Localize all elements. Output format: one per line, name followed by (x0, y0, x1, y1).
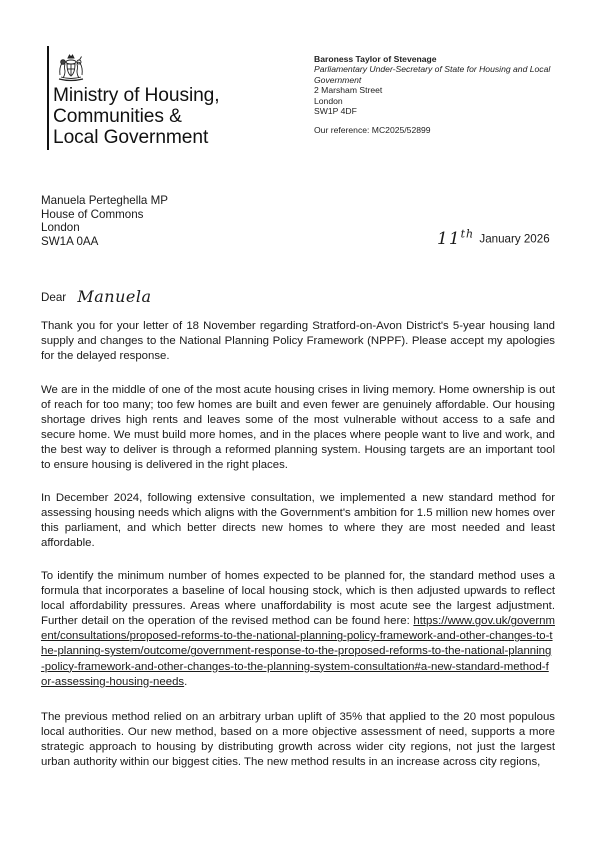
letterhead-rule (47, 46, 49, 150)
sender-address-line: SW1P 4DF (314, 106, 357, 117)
letter-date (437, 226, 550, 248)
body-paragraph: Thank you for your letter of 18 November regarding Stratford-on-Avon District's 5-year housing land supply and changes to the National Planning Policy Framework (NPPF). Please accept my apologies for the delayed response. (41, 320, 555, 363)
day-number: 11 (437, 228, 461, 249)
recipient-line: Manuela Perteghella MP (41, 194, 168, 207)
royal-coat-of-arms-icon (53, 53, 89, 83)
recipient-line: House of Commons (41, 207, 144, 221)
ministry-name (53, 85, 219, 148)
body-paragraph-with-link (41, 569, 555, 690)
reference-number: Our reference: MC2025/52899 (314, 125, 431, 136)
ministry-name-line: Ministry of Housing, (53, 85, 220, 106)
salutation (41, 286, 152, 305)
sender-name: Baroness Taylor of Stevenage (314, 54, 437, 64)
body-paragraph: In December 2024, following extensive consultation, we implemented a new standard method for assessing housing needs which aligns with the Government's ambition for 1.5 million new homes over this parliament, and which better directs new homes to where they are most needed and least affordable. (41, 492, 555, 550)
body-paragraph: The previous method relied on an arbitrary urban uplift of 35% that applied to the 20 most populous local authorities. Our new method, based on a more objective assessment of need, supports a more strategic approach to housing by distributing growth across wider city regions, not just the largest urban authority within our biggest cities. The new method results in an increase across city regions, (41, 711, 555, 769)
recipient-line: London (41, 221, 80, 235)
handwritten-day (437, 229, 474, 249)
paragraph-end: . (184, 675, 188, 688)
ministry-name-line: Local Government (53, 127, 209, 148)
sender-address-line: 2 Marsham Street (314, 85, 383, 96)
paragraph-text: To identify the minimum number of homes expected to be planned for, the standard method uses a formula that incorporates a baseline of local housing stock, which is then adjusted upwards to reflect local affordability pressures. Areas where unaffordability is most acute see the largest adjustment. Further detail on the operation of the revised method can be found here: (41, 570, 555, 628)
sender-address-line: London (314, 95, 343, 106)
sender-role: Parliamentary Under-Secretary of State for Housing and Local Government (314, 64, 551, 85)
recipient-address (41, 194, 168, 248)
recipient-line: SW1A 0AA (41, 234, 99, 248)
body-paragraph: We are in the middle of one of the most acute housing crises in living memory. Home ownership is out of reach for too many; too few homes are built and even fewer are genuinely affordable. Our housing shortage drives high rents and leaves some of the most vulnerable without access to a safe and secure home. We must build more homes, and in the places where people want to live and work, and the best way to deliver is through a reformed planning system. Housing targets are an important tool to ensure housing is delivered in the right places. (41, 384, 555, 472)
day-suffix: th (460, 227, 475, 240)
salutation-dear: Dear (41, 291, 67, 304)
handwritten-recipient-name: Manuela (77, 287, 152, 306)
ministry-name-line: Communities & (53, 106, 182, 127)
consultation-link[interactable]: https://www.gov.uk/government/consultations/proposed-reforms-to-the-national-planning-policy-framework-and-other-changes-to-the-planning-system/outcome/government-response-to-the-proposed-reforms-to-the-national-planning-policy-framework-and-other-changes-to-the-planning-system-consultation#a-new-standard-method-for-assessing-housing-needs (41, 615, 555, 688)
date-month-year: January 2026 (479, 232, 550, 246)
sender-block (314, 54, 564, 136)
